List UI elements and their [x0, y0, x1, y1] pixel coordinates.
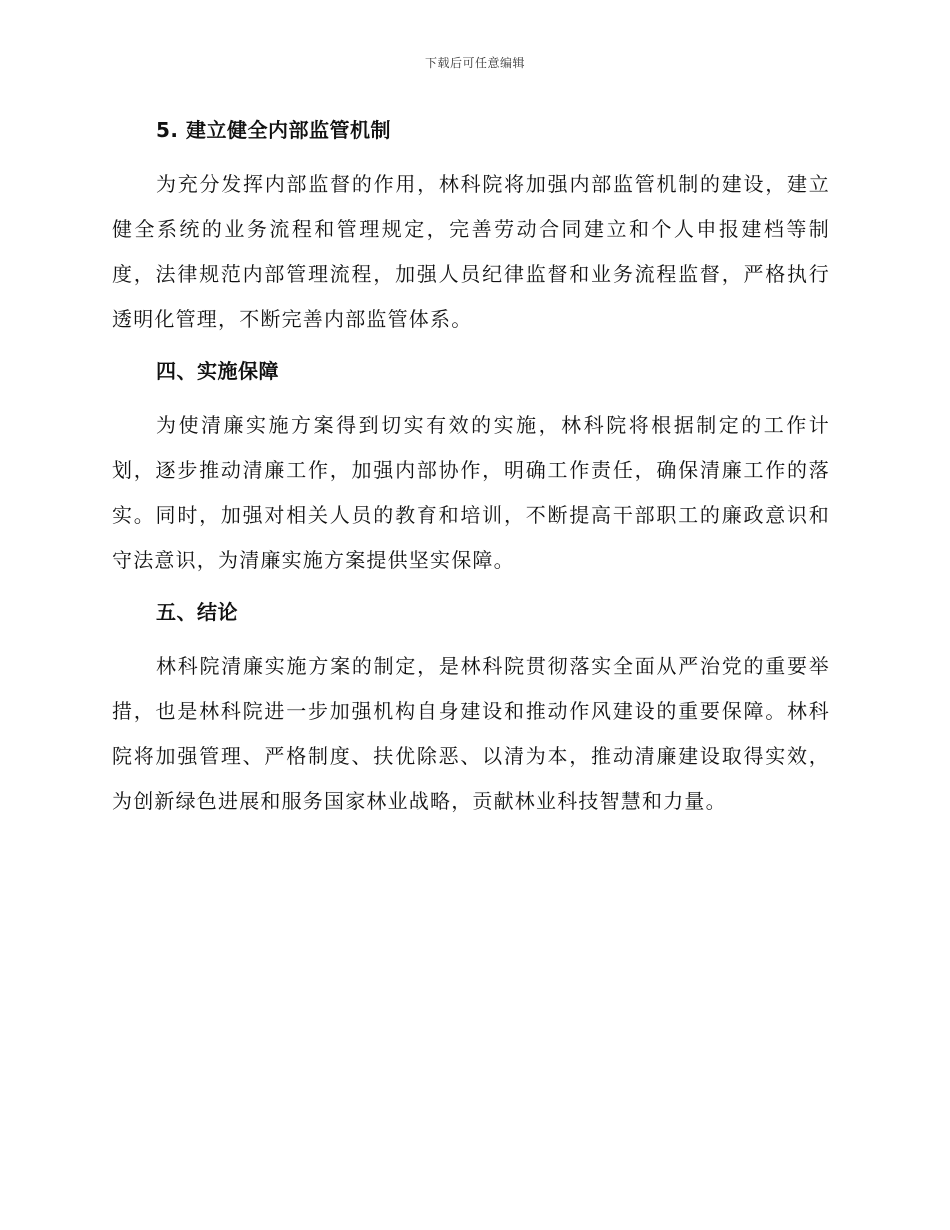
page-header-note: 下载后可任意编辑 [424, 56, 525, 70]
section-heading-internal-supervision: 5. 建立健全内部监管机制 [156, 118, 391, 142]
section-paragraph-conclusion: 林科院清廉实施方案的制定，是林科院贯彻落实全面从严治党的重要举措，也是林科院进一步加强机构自身建设和推动作风建设的重要保障。林科院将加强管理、严格制度、扶优除恶、以清为本，推动清廉建设取得实效，为创新绿色进展和服务国家林业战略，贡献林业科技智慧和力量。 [112, 654, 830, 813]
section-heading-implementation-guarantee: 四、实施保障 [156, 359, 279, 383]
section-paragraph-internal-supervision: 为充分发挥内部监督的作用，林科院将加强内部监管机制的建设，建立健全系统的业务流程和管理规定，完善劳动合同建立和个人申报建档等制度，法律规范内部管理流程，加强人员纪律监督和业务流程监督，严格执行透明化管理，不断完善内部监管体系。 [112, 172, 830, 331]
document-body [112, 110, 830, 824]
section-paragraph-implementation-guarantee: 为使清廉实施方案得到切实有效的实施，林科院将根据制定的工作计划，逐步推动清廉工作，加强内部协作，明确工作责任，确保清廉工作的落实。同时，加强对相关人员的教育和培训，不断提高干部职工的廉政意识和守法意识，为清廉实施方案提供坚实保障。 [112, 413, 830, 572]
section-heading-conclusion: 五、结论 [156, 600, 238, 624]
